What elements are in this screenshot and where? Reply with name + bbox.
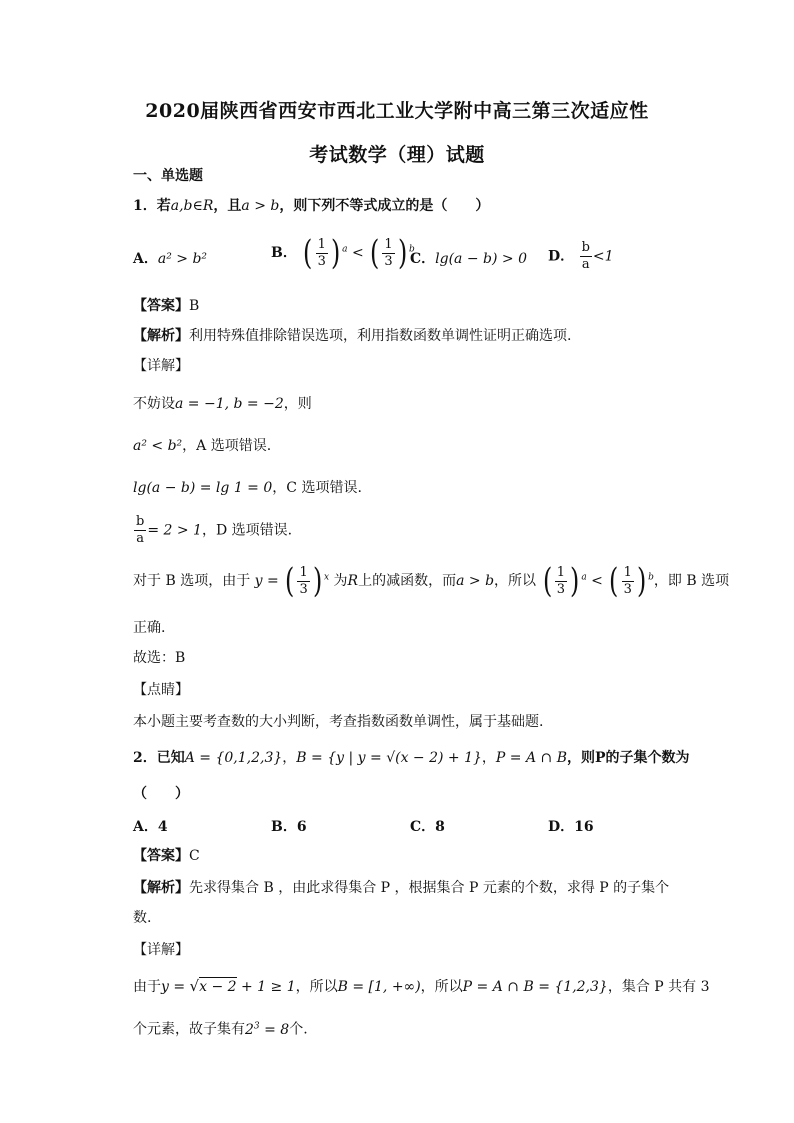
q2-detail-line2: 个元素，故子集有$2^3 = 8$个. [133, 1021, 308, 1038]
q2-analysis-line1: 【解析】先求得集合 B ，由此求得集合 P ，根据集合 P 元素的个数，求得 P 的子集个 [133, 880, 670, 896]
q2-option-a: A．4 [133, 819, 168, 835]
q1-comment-heading: 【点睛】 [133, 682, 189, 698]
q2-analysis-line2: 数. [133, 910, 152, 926]
q1-option-b: B． ( $\frac{1}{3}$ ) $^a$ < ( $\frac{1}{3}$ ) $^b$ [271, 233, 415, 273]
q1-detail-line1: 不妨设a = −1, b = −2，则 [133, 396, 312, 412]
q1-comment: 本小题主要考查数的大小判断，考查指数函数单调性，属于基础题. [133, 714, 544, 730]
q1-detail-line5: 对于 B 选项，由于 y = ( $\frac{1}{3}$ ) $^x$ 为R上的减函数，而a > b，所以 ( $\frac{1}{3}$ ) $^a$ < ( $\frac{1}{3}$ ) $^b$，即 B 选项 [133, 561, 730, 601]
q2-option-b: B．6 [271, 819, 307, 835]
q1-option-a: A．a² > b² [133, 251, 208, 267]
q2-option-c: C．8 [410, 819, 445, 835]
q2-stem: 2．已知A = {0,1,2,3}，B = {y | y = √(x − 2) + 1}，P = A ∩ B，则P的子集个数为 [133, 750, 690, 766]
q1-analysis: 【解析】利用特殊值排除错误选项，利用指数函数单调性证明正确选项. [133, 328, 572, 344]
q1-detail-line6: 正确. [133, 620, 166, 636]
q1-detail-line4: $\frac{b}{a}$ = 2 > 1，D 选项错误. [136, 514, 293, 546]
section-heading: 一、单选题 [133, 168, 203, 184]
q1-option-c: C．lg(a − b) > 0 [410, 251, 527, 267]
page-title-line2: 考试数学（理）试题 [309, 144, 485, 166]
q2-paren: （ ） [133, 786, 189, 802]
q2-detail-heading: 【详解】 [133, 942, 189, 958]
q1-option-d: D． $\frac{b}{a}$ <1 [548, 240, 614, 272]
q2-option-d: D．16 [548, 819, 594, 835]
q1-detail-line2: a² < b²，A 选项错误. [133, 438, 272, 454]
q1-choose: 故选：B [133, 650, 186, 666]
q1-stem: 1．若a,b∈R，且a > b，则下列不等式成立的是（ ） [133, 198, 490, 214]
q2-answer: 【答案】C [133, 848, 200, 864]
q1-detail-heading: 【详解】 [133, 358, 189, 374]
q2-detail-line1: 由于y = √x − 2 + 1 ≥ 1，所以B = [1, +∞)，所以P = A ∩ B = {1,2,3}，集合 P 共有 3 [133, 977, 710, 995]
page-title-line1: 2020届陕西省西安市西北工业大学附中高三第三次适应性 [145, 100, 649, 122]
q1-detail-line3: lg(a − b) = lg 1 = 0，C 选项错误. [133, 480, 362, 496]
q1-answer: 【答案】B [133, 298, 200, 314]
